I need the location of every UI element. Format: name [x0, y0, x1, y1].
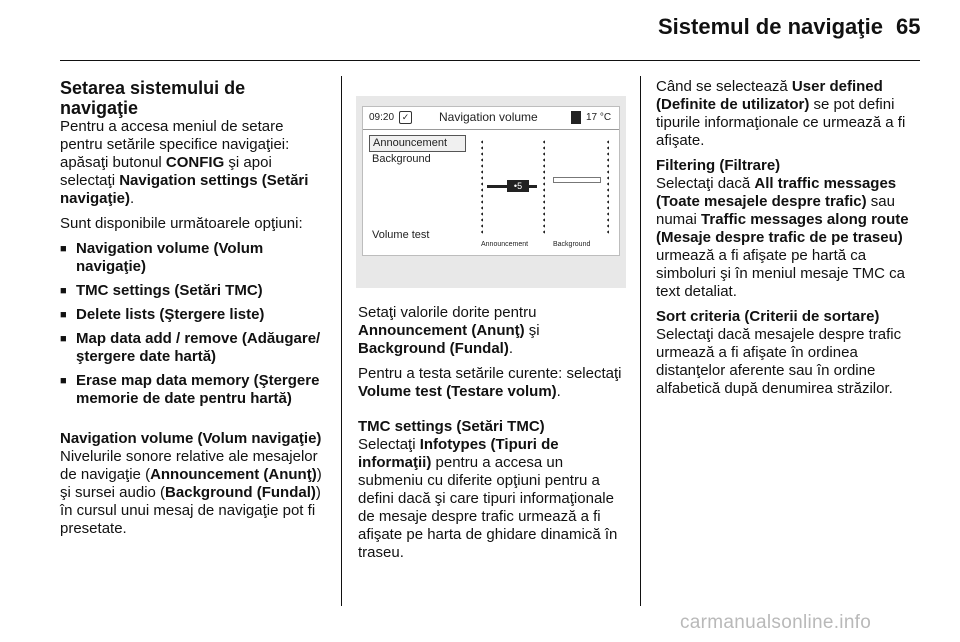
- background-label: Background: [553, 241, 591, 248]
- background-slider[interactable]: [553, 177, 601, 183]
- list-item: ■ Delete lists (Ştergere liste): [60, 306, 326, 324]
- column-2: [358, 304, 626, 569]
- navigation-volume-heading: Navigation volume (Volum navigaţie): [60, 430, 322, 447]
- list-item: ■ Erase map data memory (Ştergere memorie de date pentru hartă): [60, 372, 326, 408]
- menu-item-announcement[interactable]: Announcement: [369, 135, 466, 152]
- scale-dots: [543, 139, 545, 235]
- menu-item-background[interactable]: Background: [372, 153, 431, 165]
- page-number: 65: [896, 14, 921, 39]
- infotainment-screen: [362, 106, 620, 256]
- clock: 09:20: [369, 112, 395, 123]
- column-3: [656, 78, 920, 405]
- tmc-settings-heading: TMC settings (Setări TMC): [358, 418, 545, 435]
- list-item: ■ Map data add / remove (Adăugare/ ştergere date hartă): [60, 330, 326, 366]
- scale-dots: [607, 139, 609, 235]
- list-item: ■ Navigation volume (Volum navigaţie): [60, 240, 326, 276]
- thermometer-icon: [571, 111, 581, 124]
- column-divider-left: [341, 76, 342, 606]
- list-item: ■ TMC settings (Setări TMC): [60, 282, 326, 300]
- options-list: [60, 240, 326, 408]
- header-title: Sistemul de navigaţie: [658, 14, 883, 39]
- set-values-paragraph: Setaţi valorile dorite pentru Announcement (Anunţ) şi Background (Fundal).: [358, 304, 540, 357]
- watermark: carmanualsonline.info: [680, 612, 872, 633]
- tmc-settings-paragraph: Selectaţi Infotypes (Tipuri de informaţii) pentru a accesa un submeniu cu diferite opţiuni pentru a defini dacă şi care tipuri informaţionale de mesaje despre trafic urmează a fi afişate pe harta de ghidare dinamică în traseu.: [358, 436, 618, 561]
- announcement-slider-knob[interactable]: •5: [507, 180, 529, 192]
- filtering-paragraph: Selectaţi dacă All traffic messages (Toate mesajele despre trafic) sau numai Traffic messages along route (Mesaje despre trafic de pe traseu) urmează a fi afişate pe hartă ca simboluri şi în meniul mesaje TMC ca text detaliat.: [656, 175, 909, 300]
- options-intro: Sunt disponibile următoarele opţiuni:: [60, 215, 303, 232]
- screen-title: Navigation volume: [439, 110, 538, 124]
- navigation-volume-paragraph: Nivelurile sonore relative ale mesajelor de navigaţie (Announcement (Anunţ)) şi sursei audio (Background (Fundal)) în cursul unui mesaj de navigaţie pot fi presetate.: [60, 448, 322, 537]
- navigation-icon: ✓: [399, 111, 412, 124]
- temperature: 17 °C: [586, 112, 612, 123]
- volume-test-item[interactable]: Volume test: [372, 229, 430, 241]
- section-heading: Setarea sistemului de navigaţie: [60, 78, 246, 118]
- column-1: [60, 78, 326, 545]
- column-divider-right: [640, 76, 641, 606]
- volume-test-paragraph: Pentru a testa setările curente: selectaţi Volume test (Testare volum).: [358, 365, 622, 400]
- sort-criteria-paragraph: Selectaţi dacă mesajele despre trafic urmează a fi afişate în ordinea distanţelor aferente sau în ordine alfabetică după denumirea străzilor.: [656, 326, 902, 397]
- intro-paragraph: Pentru a accesa meniul de setare pentru setările specifice navigaţiei: apăsaţi butonul CONFIG şi apoi selectaţi Navigation settings (Setări navigaţie).: [60, 118, 309, 207]
- navigation-volume-screenshot: [356, 96, 626, 288]
- scale-dots: [481, 139, 483, 235]
- screen-top-bar: [363, 107, 619, 130]
- announcement-label: Announcement: [481, 241, 529, 248]
- filtering-heading: Filtering (Filtrare): [656, 157, 781, 174]
- sort-criteria-heading: Sort criteria (Criterii de sortare): [656, 308, 880, 325]
- user-defined-paragraph: Când se selectează User defined (Definite de utilizator) se pot defini tipurile informaţionale ce urmează a fi afişate.: [656, 78, 906, 149]
- header-rule: [60, 60, 920, 61]
